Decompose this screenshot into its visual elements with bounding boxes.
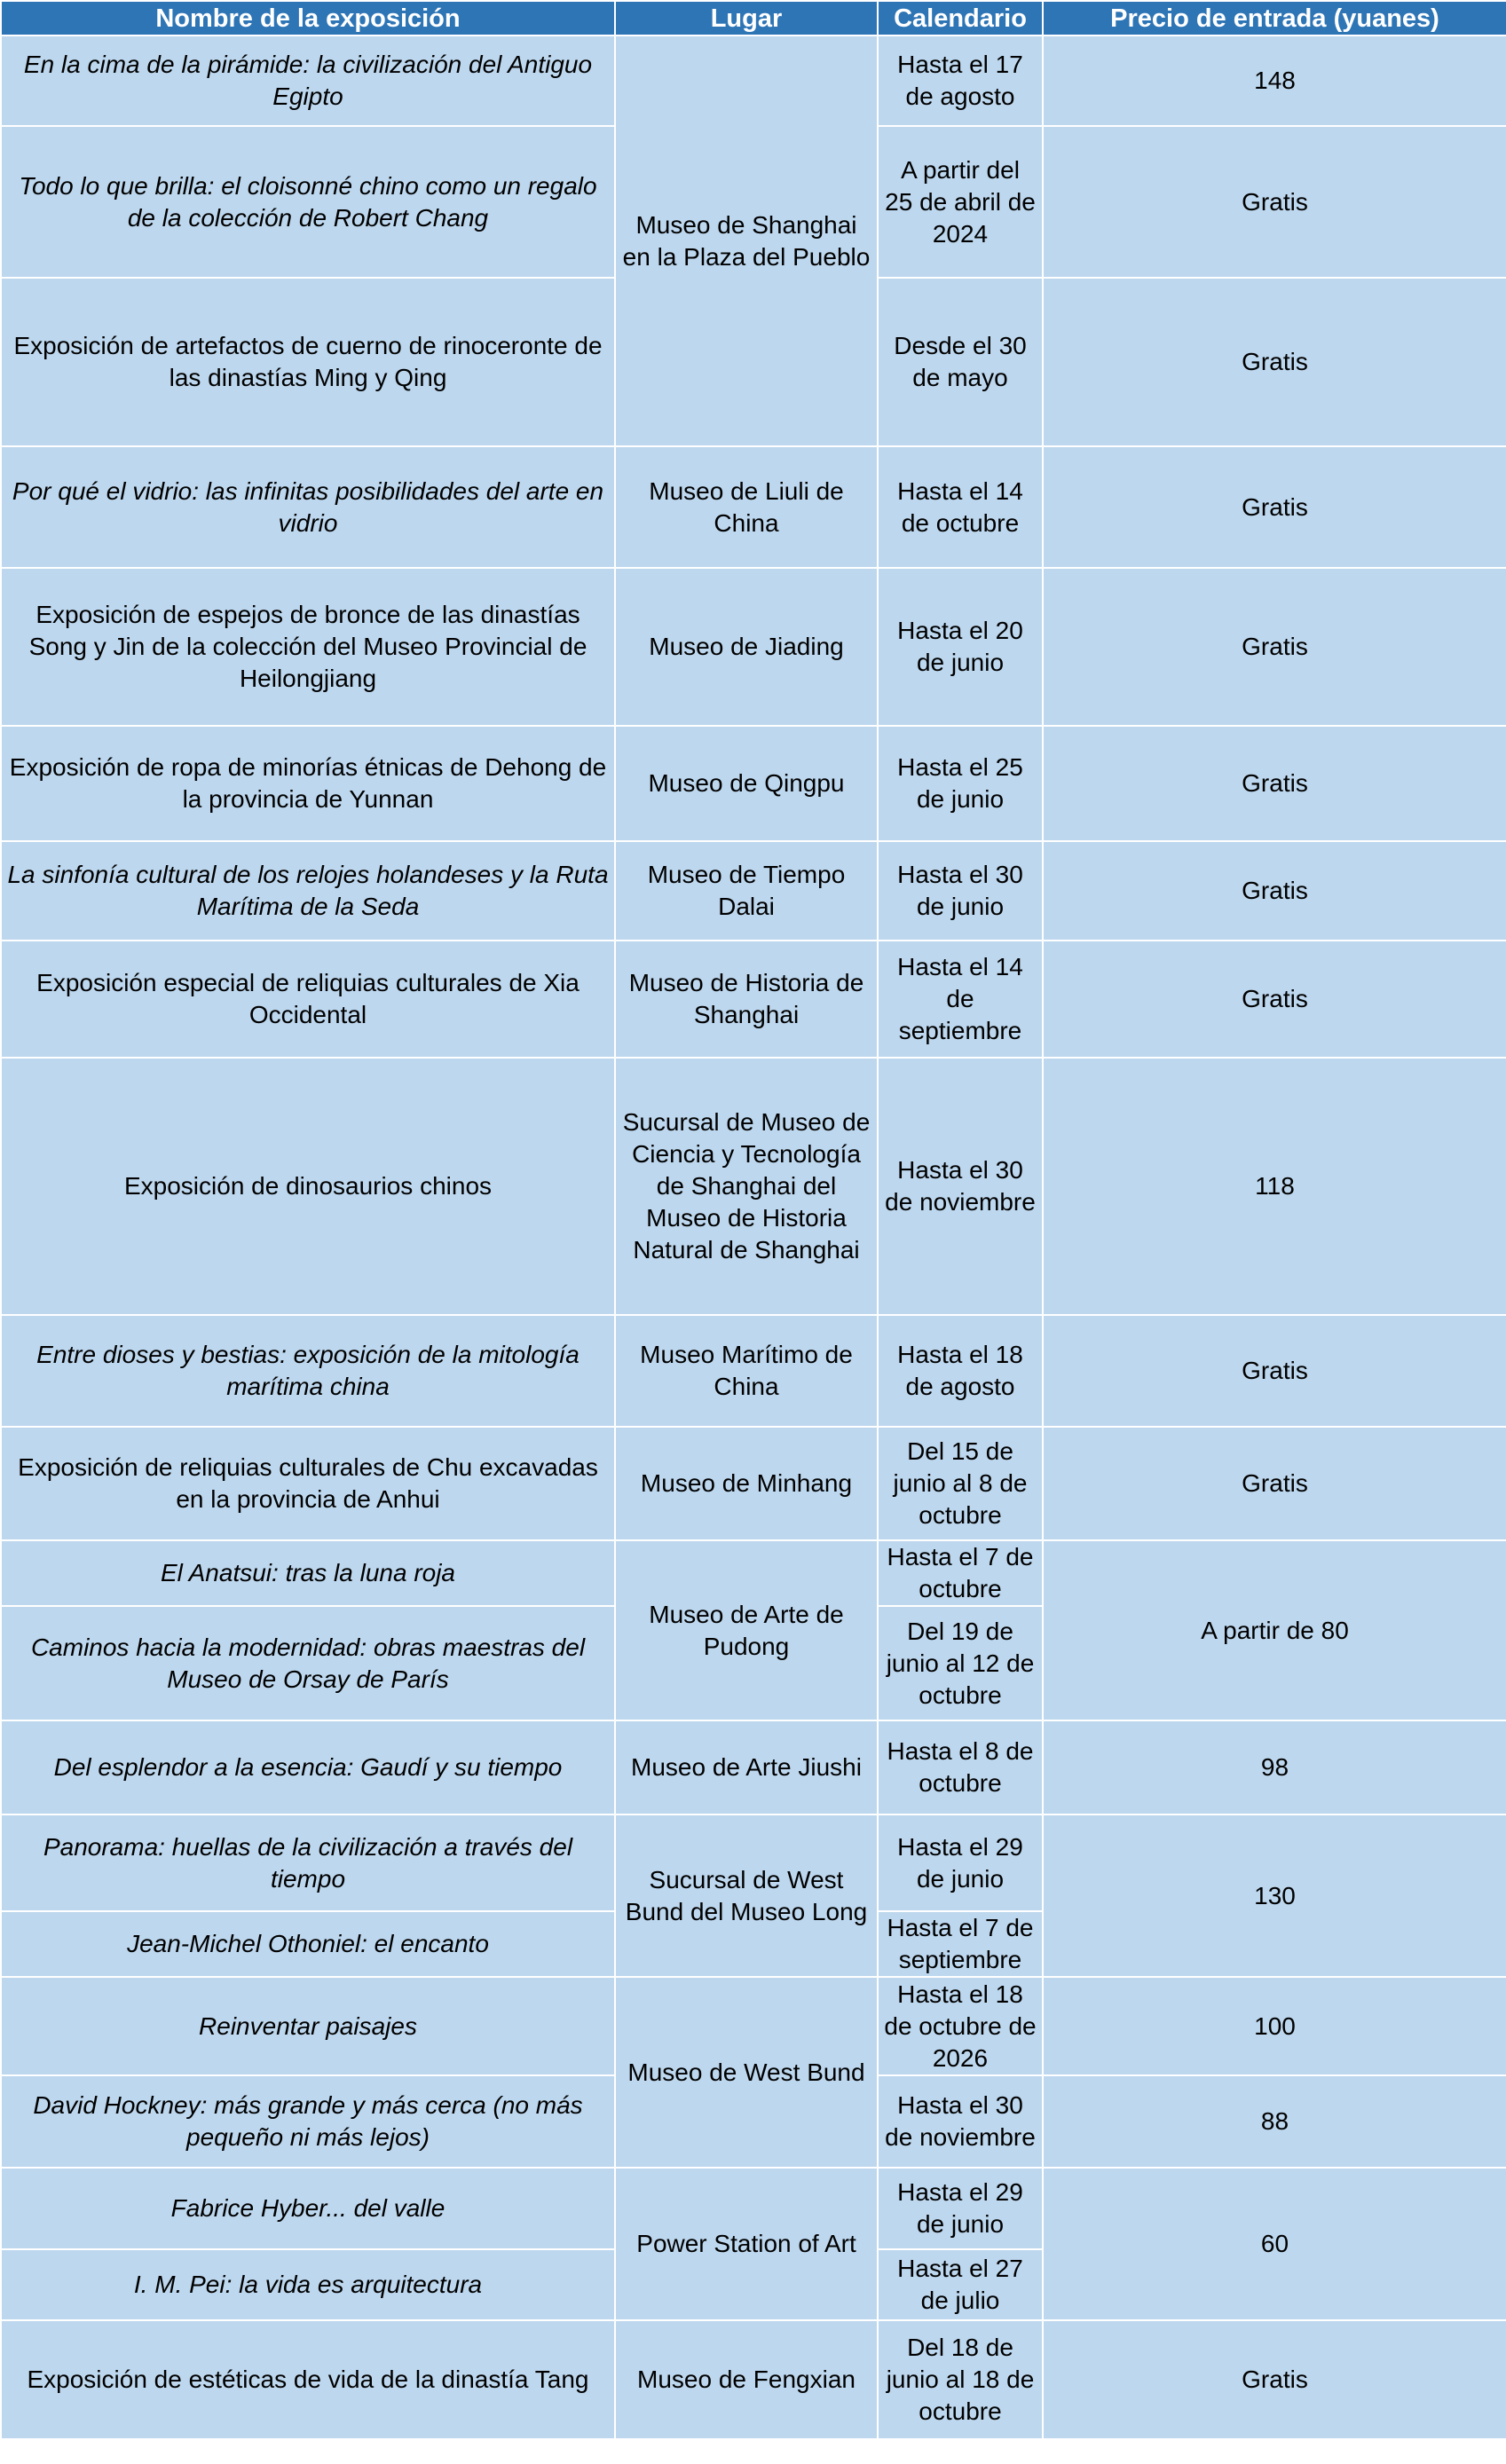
exhibition-name: Exposición de espejos de bronce de las dinastías Song y Jin de la colección del Museo Provincial de Heilongjiang [1,568,615,726]
price: Gratis [1043,568,1506,726]
schedule: Hasta el 20 de junio [878,568,1043,726]
venue: Museo de Liuli de China [615,446,878,568]
exhibition-name: David Hockney: más grande y más cerca (no más pequeño ni más lejos) [1,2075,615,2168]
schedule: Hasta el 7 de octubre [878,1540,1043,1606]
venue: Museo de Qingpu [615,726,878,841]
price: Gratis [1043,126,1506,278]
schedule: A partir del 25 de abril de 2024 [878,126,1043,278]
header-price: Precio de entrada (yuanes) [1043,1,1506,35]
header-schedule: Calendario [878,1,1043,35]
price: Gratis [1043,726,1506,841]
table-row [1,2168,1506,2249]
venue: Museo de Arte de Pudong [615,1540,878,1720]
venue: Museo de Historia de Shanghai [615,941,878,1058]
price: A partir de 80 [1043,1540,1506,1720]
venue: Sucursal de Museo de Ciencia y Tecnología de Shanghai del Museo de Historia Natural de Shanghai [615,1058,878,1315]
exhibition-name: Exposición de dinosaurios chinos [1,1058,615,1315]
venue: Museo de Arte Jiushi [615,1720,878,1815]
price: Gratis [1043,1315,1506,1427]
price: Gratis [1043,2320,1506,2439]
schedule: Hasta el 18 de octubre de 2026 [878,1977,1043,2075]
price: Gratis [1043,841,1506,941]
schedule: Hasta el 25 de junio [878,726,1043,841]
venue: Museo de West Bund [615,1977,878,2168]
schedule: Del 18 de junio al 18 de octubre [878,2320,1043,2439]
price: Gratis [1043,1427,1506,1540]
schedule: Hasta el 7 de septiembre [878,1911,1043,1977]
table-row [1,1058,1506,1315]
venue: Museo Marítimo de China [615,1315,878,1427]
venue: Museo de Fengxian [615,2320,878,2439]
schedule: Hasta el 30 de noviembre [878,1058,1043,1315]
table-row [1,941,1506,1058]
schedule: Hasta el 29 de junio [878,2168,1043,2249]
price: Gratis [1043,278,1506,446]
schedule: Hasta el 30 de noviembre [878,2075,1043,2168]
table-row [1,1977,1506,2075]
schedule: Hasta el 29 de junio [878,1815,1043,1911]
venue: Power Station of Art [615,2168,878,2320]
header-venue: Lugar [615,1,878,35]
exhibition-name: Jean-Michel Othoniel: el encanto [1,1911,615,1977]
exhibition-name: Fabrice Hyber... del valle [1,2168,615,2249]
schedule: Hasta el 14 de septiembre [878,941,1043,1058]
table-row [1,841,1506,941]
exhibition-name: El Anatsui: tras la luna roja [1,1540,615,1606]
table-row [1,35,1506,126]
schedule: Hasta el 14 de octubre [878,446,1043,568]
schedule: Hasta el 30 de junio [878,841,1043,941]
exhibition-name: Exposición de estéticas de vida de la dinastía Tang [1,2320,615,2439]
exhibition-name: Del esplendor a la esencia: Gaudí y su tiempo [1,1720,615,1815]
price: 130 [1043,1815,1506,1977]
exhibition-name: Por qué el vidrio: las infinitas posibilidades del arte en vidrio [1,446,615,568]
price: Gratis [1043,446,1506,568]
schedule: Hasta el 27 de julio [878,2249,1043,2320]
exhibition-name: Panorama: huellas de la civilización a través del tiempo [1,1815,615,1911]
exhibition-name: Todo lo que brilla: el cloisonné chino como un regalo de la colección de Robert Chang [1,126,615,278]
price: Gratis [1043,941,1506,1058]
price: 118 [1043,1058,1506,1315]
schedule: Del 19 de junio al 12 de octubre [878,1606,1043,1720]
venue: Sucursal de West Bund del Museo Long [615,1815,878,1977]
schedule: Hasta el 17 de agosto [878,35,1043,126]
exhibition-name: La sinfonía cultural de los relojes holandeses y la Ruta Marítima de la Seda [1,841,615,941]
venue: Museo de Tiempo Dalai [615,841,878,941]
header-name: Nombre de la exposición [1,1,615,35]
table-row [1,1540,1506,1606]
schedule: Desde el 30 de mayo [878,278,1043,446]
table-row [1,1720,1506,1815]
venue: Museo de Jiading [615,568,878,726]
exhibition-name: Exposición de artefactos de cuerno de rinoceronte de las dinastías Ming y Qing [1,278,615,446]
exhibition-name: Caminos hacia la modernidad: obras maestras del Museo de Orsay de París [1,1606,615,1720]
exhibition-name: Entre dioses y bestias: exposición de la mitología marítima china [1,1315,615,1427]
table-row [1,1815,1506,1911]
table-row [1,726,1506,841]
schedule: Del 15 de junio al 8 de octubre [878,1427,1043,1540]
table-row [1,446,1506,568]
venue: Museo de Minhang [615,1427,878,1540]
exhibition-name: Exposición de ropa de minorías étnicas de Dehong de la provincia de Yunnan [1,726,615,841]
exhibition-name: Exposición especial de reliquias culturales de Xia Occidental [1,941,615,1058]
schedule: Hasta el 8 de octubre [878,1720,1043,1815]
table-row [1,2320,1506,2439]
table-row [1,568,1506,726]
exhibition-name: Exposición de reliquias culturales de Chu excavadas en la provincia de Anhui [1,1427,615,1540]
price: 98 [1043,1720,1506,1815]
price: 60 [1043,2168,1506,2320]
price: 100 [1043,1977,1506,2075]
schedule: Hasta el 18 de agosto [878,1315,1043,1427]
table-row [1,1427,1506,1540]
table-row [1,1315,1506,1427]
venue: Museo de Shanghai en la Plaza del Pueblo [615,35,878,446]
exhibition-name: I. M. Pei: la vida es arquitectura [1,2249,615,2320]
price: 148 [1043,35,1506,126]
price: 88 [1043,2075,1506,2168]
exhibition-name: Reinventar paisajes [1,1977,615,2075]
exhibition-name: En la cima de la pirámide: la civilización del Antiguo Egipto [1,35,615,126]
header-row [1,1,1506,35]
